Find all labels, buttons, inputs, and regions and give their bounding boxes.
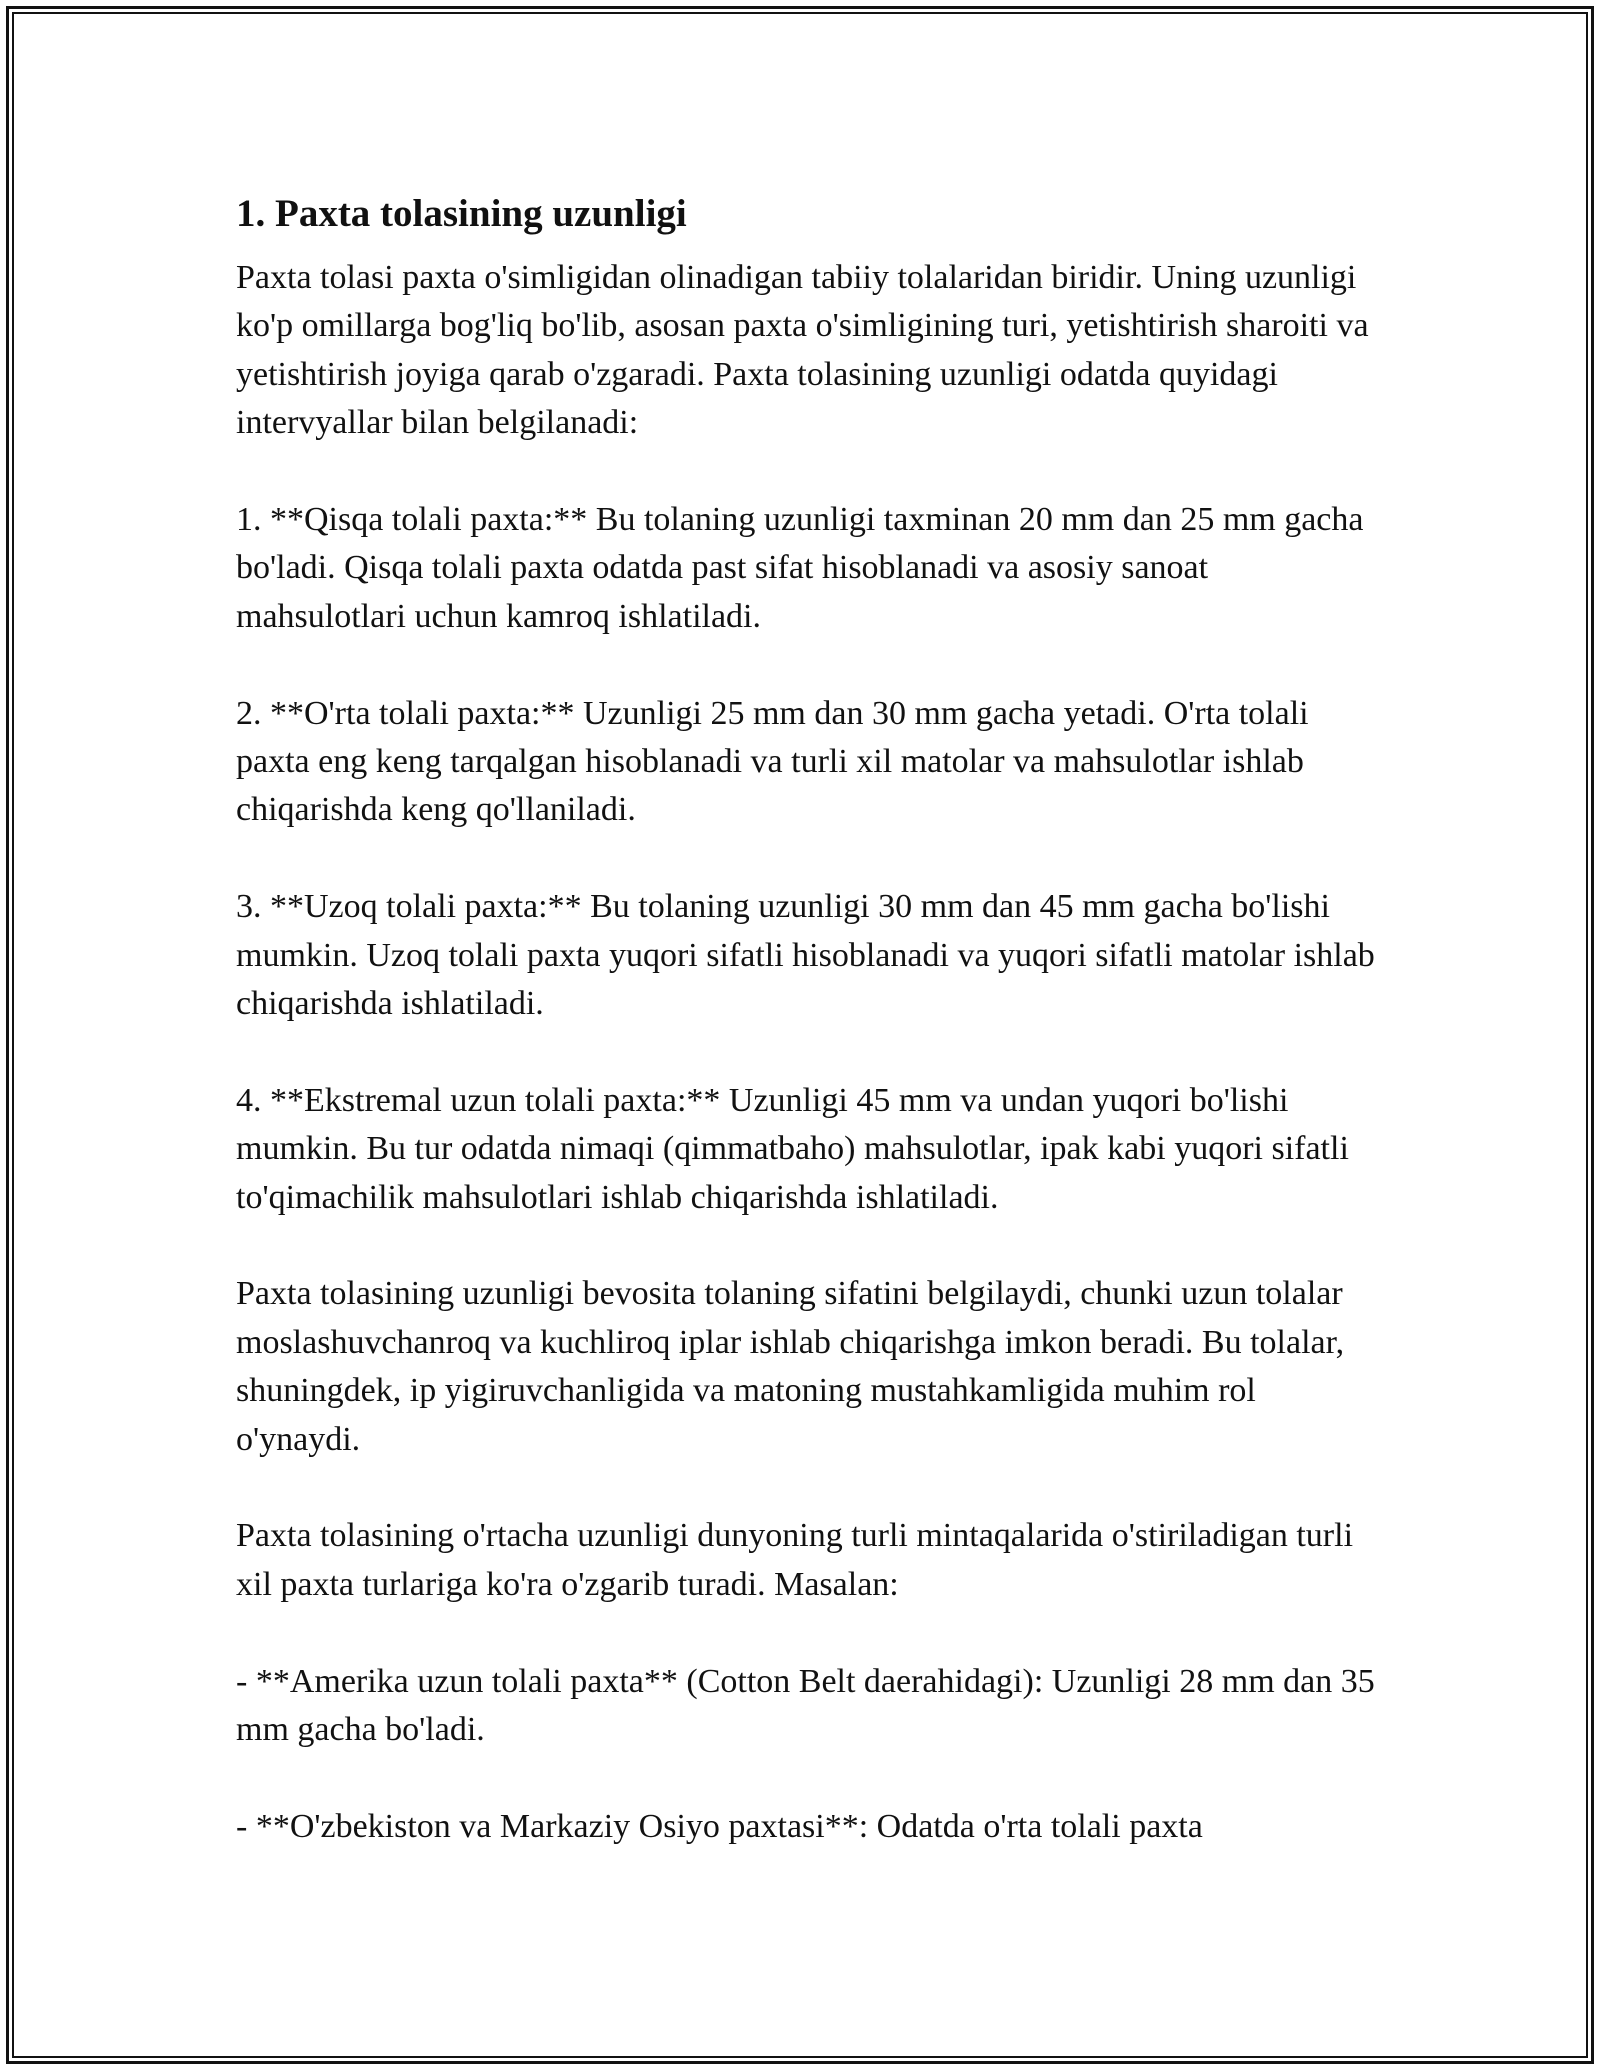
list-item-short-fiber: 1. **Qisqa tolali paxta:** Bu tolaning uzunligi taxminan 20 mm dan 25 mm gacha bo'ladi. Qisqa tolali paxta odatda past sifat hisoblanadi va asosiy sanoat mahsulotlari uchun kamroq ishlatiladi. — [236, 501, 1364, 635]
intro-paragraph: Paxta tolasi paxta o'simligidan olinadigan tabiiy tolalaridan biridir. Uning uzunligi ko'p omillarga bog'liq bo'lib, asosan paxta o'simligining turi, yetishtirish sharoiti va yetishtirish joyiga qarab o'zgaradi. Paxta tolasining uzunligi odatda quyidagi intervyallar bilan belgilanadi: — [236, 259, 1369, 442]
bullet-american-cotton: - **Amerika uzun tolali paxta** (Cotton Belt daerahidagi): Uzunligi 28 mm dan 35 mm gacha bo'ladi. — [236, 1662, 1375, 1749]
document-body — [236, 188, 1376, 1851]
bullet-uzbek-cotton: - **O'zbekiston va Markaziy Osiyo paxtasi**: Odatda o'rta tolali paxta — [236, 1807, 1203, 1845]
regional-paragraph: Paxta tolasining o'rtacha uzunligi dunyoning turli mintaqalarida o'stiriladigan turli xil paxta turlariga ko'ra o'zgarib turadi. Masalan: — [236, 1517, 1354, 1603]
section-heading: 1. Paxta tolasining uzunligi — [236, 192, 687, 235]
quality-paragraph: Paxta tolasining uzunligi bevosita tolaning sifatini belgilaydi, chunki uzun tolalar moslashuvchanroq va kuchliroq iplar ishlab chiqarishga imkon beradi. Bu tolalar, shuningdek, ip yigiruvchanligida va matoning mustahkamligida muhim rol o'ynaydi. — [236, 1275, 1345, 1458]
list-item-long-fiber: 3. **Uzoq tolali paxta:** Bu tolaning uzunligi 30 mm dan 45 mm gacha bo'lishi mumkin. Uzoq tolali paxta yuqori sifatli hisoblanadi va yuqori sifatli matolar ishlab chiqarishda ishlatiladi. — [236, 888, 1375, 1023]
list-item-medium-fiber: 2. **O'rta tolali paxta:** Uzunligi 25 mm dan 30 mm gacha yetadi. O'rta tolali paxta eng keng tarqalgan hisoblanadi va turli xil matolar va mahsulotlar ishlab chiqarishda keng qo'llaniladi. — [236, 694, 1309, 829]
list-item-extra-long-fiber: 4. **Ekstremal uzun tolali paxta:** Uzunligi 45 mm va undan yuqori bo'lishi mumkin. Bu tur odatda nimaqi (qimmatbaho) mahsulotlar, ipak kabi yuqori sifatli to'qimachilik mahsulotlari ishlab chiqarishda ishlatiladi. — [236, 1081, 1349, 1216]
